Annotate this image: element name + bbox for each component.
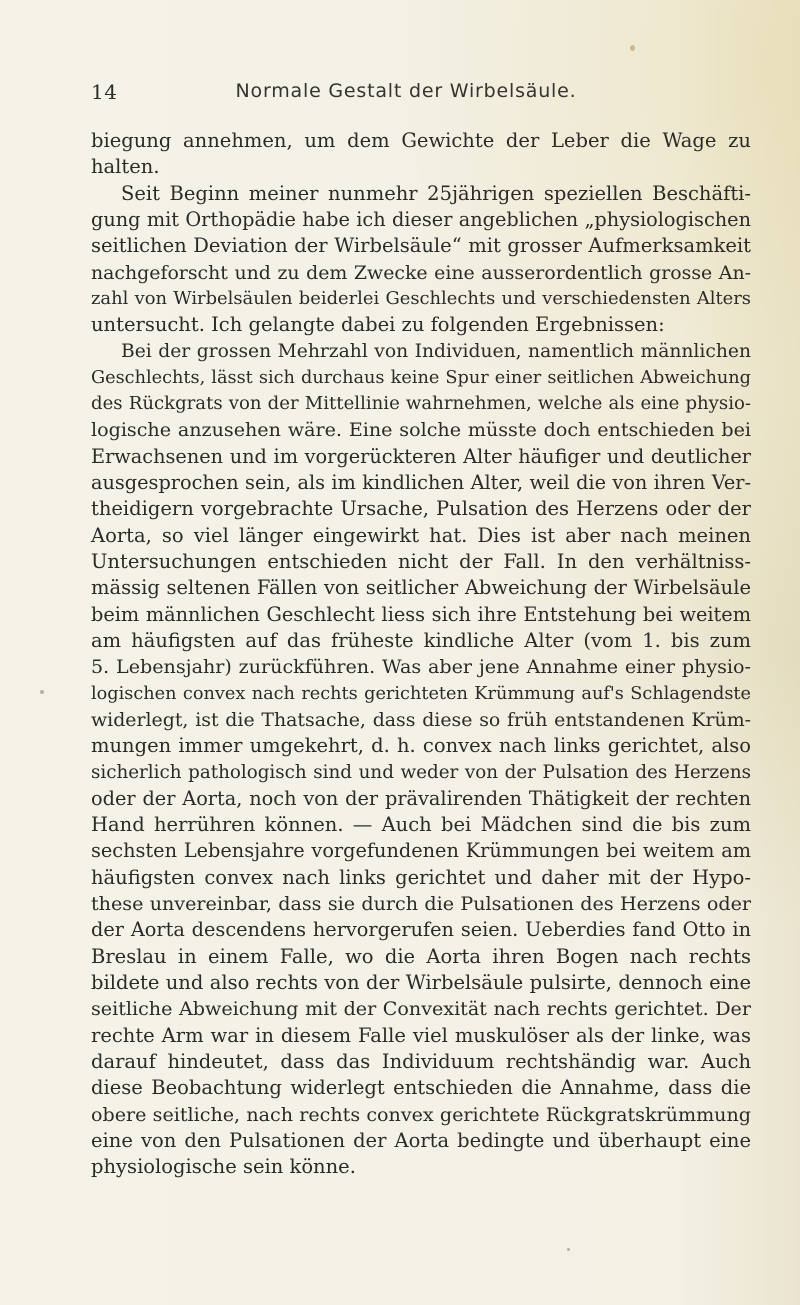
text-line: physiologische sein könne.	[91, 1155, 356, 1179]
text-line: darauf hindeutet, dass das Individuum rechtshändig war. Auch	[91, 1049, 751, 1073]
text-line: Untersuchungen entschieden nicht der Fall. In den verhältniss-	[91, 550, 751, 573]
body-text	[91, 128, 751, 1181]
text-line: mässig seltenen Fällen von seitlicher Abweichung der Wirbelsäule	[91, 576, 751, 600]
text-line: widerlegt, ist die Thatsache, dass diese so früh entstandenen Krüm-	[91, 708, 751, 731]
text-line: logische anzusehen wäre. Eine solche müsste doch entschieden bei	[91, 418, 751, 442]
text-line: theidigern vorgebrachte Ursache, Pulsation des Herzens oder der	[91, 497, 751, 521]
text-line: am häufigsten auf das früheste kindliche Alter (vom 1. bis zum	[91, 628, 751, 652]
text-line: diese Beobachtung widerlegt entschieden die Annahme, dass die	[91, 1076, 751, 1100]
text-line: Erwachsenen und im vorgerückteren Alter häufiger und deutlicher	[91, 444, 751, 468]
paper-stain	[630, 45, 635, 51]
text-line: Aorta, so viel länger eingewirkt hat. Dies ist aber nach meinen	[91, 523, 751, 547]
text-line: gung mit Orthopädie habe ich dieser angeblichen „physiologischen	[91, 207, 751, 231]
text-line: logischen convex nach rechts gerichteten Krümmung auf's Schlagendste	[91, 683, 751, 704]
text-line: Bei der grossen Mehrzahl von Individuen, namentlich männlichen	[121, 340, 751, 362]
text-line: these unvereinbar, dass sie durch die Pulsationen des Herzens oder	[91, 892, 751, 916]
text-line: eine von den Pulsationen der Aorta bedingte und überhaupt eine	[91, 1128, 751, 1152]
text-line: sechsten Lebensjahre vorgefundenen Krümmungen bei weitem am	[91, 839, 751, 863]
text-line: des Rückgrats von der Mittellinie wahrnehmen, welche als eine physio-	[91, 393, 751, 415]
text-line: oder der Aorta, noch von der prävalirenden Thätigkeit der rechten	[91, 786, 751, 810]
text-line: zahl von Wirbelsäulen beiderlei Geschlechts und verschiedensten Alters	[91, 287, 751, 309]
text-line: nachgeforscht und zu dem Zwecke eine ausserordentlich grosse An-	[91, 261, 751, 284]
text-line: mungen immer umgekehrt, d. h. convex nach links gerichtet, also	[91, 734, 751, 758]
text-line: biegung annehmen, um dem Gewichte der Leber die Wage zu	[91, 129, 751, 152]
text-line: Geschlechts, lässt sich durchaus keine Spur einer seitlichen Abweichung	[91, 367, 751, 388]
text-line: der Aorta descendens hervorgerufen seien. Ueberdies fand Otto in	[91, 918, 751, 942]
paper-stain	[567, 1248, 570, 1251]
text-line: bildete und also rechts von der Wirbelsäule pulsirte, dennoch eine	[91, 971, 751, 994]
text-line: seitliche Abweichung mit der Convexität nach rechts gerichtet. Der	[91, 997, 751, 1021]
text-line: Hand herrühren können. — Auch bei Mädchen sind die bis zum	[91, 813, 751, 837]
text-line: beim männlichen Geschlecht liess sich ihre Entstehung bei weitem	[91, 602, 751, 626]
paper-stain	[40, 690, 44, 694]
text-line: Breslau in einem Falle, wo die Aorta ihren Bogen nach rechts	[91, 944, 751, 968]
page-number: 14	[91, 80, 118, 104]
text-line: rechte Arm war in diesem Falle viel muskulöser als der linke, was	[91, 1023, 751, 1047]
running-head: Normale Gestalt der Wirbelsäule.	[235, 80, 577, 102]
page-header	[91, 80, 721, 110]
text-line: Seit Beginn meiner nunmehr 25jährigen speziellen Beschäfti-	[121, 181, 751, 205]
text-line: sicherlich pathologisch sind und weder von der Pulsation des Herzens	[91, 761, 751, 783]
text-line: seitlichen Deviation der Wirbelsäule“ mit grosser Aufmerksamkeit	[91, 234, 751, 258]
text-line: 5. Lebensjahr) zurückführen. Was aber jene Annahme einer physio-	[91, 655, 751, 679]
text-line: halten.	[91, 155, 160, 179]
text-line: häufigsten convex nach links gerichtet und daher mit der Hypo-	[91, 865, 751, 889]
text-line: ausgesprochen sein, als im kindlichen Alter, weil die von ihren Ver-	[91, 471, 751, 495]
text-line: obere seitliche, nach rechts convex gerichtete Rückgratskrümmung	[91, 1102, 751, 1126]
text-line: untersucht. Ich gelangte dabei zu folgenden Ergebnissen:	[91, 313, 665, 337]
